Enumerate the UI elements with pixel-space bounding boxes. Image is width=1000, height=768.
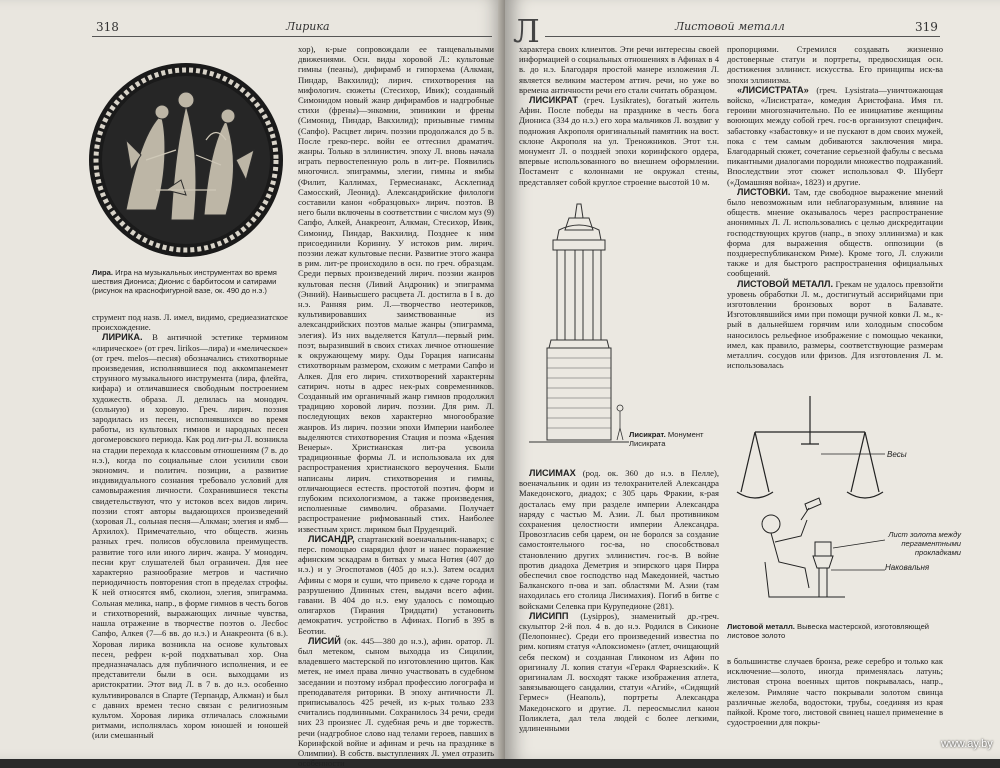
lisii-text: (ок. 445—380 до н.э.), афин. оратор. Л. был метеком, сыном выходца из Сицилии, владевшего мастерской по изготовлению щитов. Как метек, не имел права лично участвовать в судебном заседании и поэтому избрал профессию логографа и преподавателя риторики. В эпоху античности Л. приписывалось 425 речей, из к-рых только 233 считались подлинными. Сохранилось 34 речи, среди них 23 произнес Л. судебная речь и две торжеств. речи (надгробное слово над телами героев, павших в Коринфской войне и афинам и речь на празднике в Олимпии). В собств. выступлениях Л. умел отразить особенности xyxy=(298,635,494,768)
headword-listovoi-metall: ЛИСТОВОЙ МЕТАЛЛ. xyxy=(737,278,834,289)
left-column-2 xyxy=(298,44,495,768)
headword-lirika: ЛИРИКА. xyxy=(102,332,143,343)
headword-lisii: ЛИСИЙ xyxy=(308,635,341,646)
listovoi-metall-text: Грекам не удалось превзойти уровень обработки Л. м., достигнутый ассирийцами при изготовлении бронзовых ворот в Балавате. Изготовлявшийся ими при помощи ручной ковки Л. м., к-рый в дальнейшем горячим или холодным способом наносилось рельефное изображение с помощью чеканки, имел, как правило, размеры, соответствующие размерам металлич. сосудов или фризов. Для изготовления Л. м. использовалась xyxy=(727,278,944,371)
lisikrat-text: (греч. Lysikrates), богатый житель Афин. После победы на празднике в честь бога Диониса (334 до н.э.) его хора мальчиков Л. воздвиг у подножия Акрополя оригинальный памятник на вост. склоне Акрополя на ул. Треножников. Этот т.н. монумент Л. о поздней эпохи коринфского ордера, впервые использованного во внешнем оформлении. Постамент с колоннами не окружал стены, представляет собой круглое строение высотой 10 м. xyxy=(519,95,719,187)
headword-lisikrat: ЛИСИКРАТ xyxy=(529,95,579,106)
right-column-2-top xyxy=(727,44,943,384)
listovki-text: Там, где свободное выражение мнений было невозможным или неблагоразумным, влияние на обществ. мнение оказывалось через распространение анонимных Л. Л. использовались с целью дискредитации господствующих кругов (напр., в эпоху эллинизма) и как форма для выражения обществ. оппозиции (в позднереспубликанском Риме). Кроме того, Л. служили также и для быстрого распространения официальных сообщений. xyxy=(727,186,943,279)
label-gold-sheet: Лист золота между пергаментными прокладками xyxy=(888,530,961,558)
lisistrata-text: (греч. Lysistrata—уничтожающая войско, «Лисистрата», комедия Аристофана. Имя гл. героини многозначительно. По ее инициативе женщины воюющих между собой греч. гос-в организуют специфич. забастовку «забастовку» и не пускают в дом своих мужей, пока с тем самым добиваются заключения мира. Благодарный сюжет, сочетание серьезной фабулы с весьма пикантными диалогами породили множество подражаний. Впоследствии этот сюжет использовал Ф. Шуберт («Домашняя война», 1823) и другие. xyxy=(727,84,943,187)
lysicrates-monument-illustration xyxy=(529,200,629,460)
watermark: www.ay.by xyxy=(941,738,993,750)
lirika-text-continued: хор), к-рые сопровождали ее танцевальными движениями. Осн. виды хоровой Л.: культовые гимны (пеаны), дифирамб и гипорхема (Алкман, Пиндар, Вакхилид); лирич. стихотворения на мифологич. сюжеты (Стесихор, Ивик); созданный Симонидом новый жанр дифирамбов и надгробные стихи (френы)—энкомии, эпиникии и френы (Симонид, Пиндар, Вакхилид); призывные гимны (Сапфо). Расцвет лирич. поэзии продолжался до 5 в. После греко-перс. войн ее оттеснил драматич. жанры. Только в эллинистич. эпоху Л. вновь начала играть первостепенную роль в лит-ре. Появились многочисл. эпиграммы, элегии, гимны и ямбы (Филит, Каллимах, Гермесианакс, Асклепиад Самосский, Леонид). Александрийские филологи составили канон «образцовых» лирич. поэтов. В него были включены в соответствии с числом муз (9) Сапфо, Алкей, Анакреонт, Алкман, Стесихор, Ивик, Симонид, Пиндар, Вакхилид. Позднее к ним присоединили Коринну. У истоков рим. лирич. поэзии лежат культовые песни. Развитие этого жанра в рим. лит-ре происходило в осн. по греч. образцам. Среди первых произведений лирич. поэзии жанров культовая песня (Ливий Андроник) и эпиграмма (Энний). Наивысшего расцвета Л. достигла в I в. до н.э. Ранняя рим. Л.—творчество неотериков, культивировавших заимствованные из александрийских поэтов малые жанры (эпиграмма, элегия). Из них выделяется Катулл—первый рим. поэт, выразивший в своих стихах личное отношение к окружающему миру. Оды Горация написаны стихотворным размером, схожим с метрами Сапфо и Алкея. Для его лирич. стихотворений характерны сатирич. ноты в адрес нек-рых современников. Созданный им органичный жанр гимнов продолжил традицию хоровой лирич. поэзии. Для рим. Л. последующих веков характерно многообразие жанров. Из лирич. поэзии эпохи Империи наиболее выделяются стихотворения Стация и поэма «Бдения Венеры». Христианская лит-ра усвоила традиционные формы Л. и использовала их для распространения христианского вероучения. Были написаны лирич. стихотворения и гимны, отличающиеся естеств. простотой поэтич. форм и глубоким психологизмом, а также произведения, исполненные символич. образами. Получает распространение рифмованный стих. Наиболее известным христ. лириком был Пруденций. xyxy=(298,44,494,534)
page-number-right: 319 xyxy=(915,20,938,34)
running-head-left: Лирика xyxy=(286,20,330,33)
lisandr-text: спартанский военачальник-наварх; с перс. помощью снарядил флот и нанес поражение афинским эскадрам в битвах у мыса Нотия (407 до н.э.) и у Эгоспотамов (405 до н.э.). Затем осадил Афины с моря и суши, что привело к сдаче города и разрушению Длинных стен, выдачи всего афин. гавани. В 404 до н.э. ему удалось с помощью олигархов (Тирания Тридцати) установить демократич. устройство в Афинах. Погиб в 395 в Беотии. xyxy=(298,533,495,636)
right-column-2-bottom xyxy=(727,656,943,754)
metal-caption: Листовой металл. Вывеска мастерской, изготовляющей листовое золото xyxy=(727,622,930,641)
header-rule-left xyxy=(92,36,492,37)
left-column-1 xyxy=(92,312,288,752)
lirika-text: В античной эстетике термином «лирическое» (от греч. lirikos—лира) и «мелическое» (от греч. melos—песня) обозначались стихотворные произведения, исполнявшиеся под аккомпанемент струнного музыкального инструмента (лира, флейта, кифара) и отличавшиеся свободным построением художеств. образа. Л. делилась на монодич. (сольную) и хоровую. Греч. лирич. поэзия зародилась из песен, исполнявшихся во время работы, из культовых гимнов и народных песен догомеровского периода. Как род лит-ры Л. возникла на стадии перехода к классовым отношениям (7 в. до н.э.), когда по социальные слои усилили свои экономич. и политич. позиции, а развитие индивидуального сознания требовало условий для самовыражения личности. Сохранившиеся тексты свидетельствуют, что у истоков всех видов лирич. поэзии стоят авторы выдающихся произведений (хоровая Л., сольная песня—Алкман; элегия и ямб—Архилох). Примечательно, что обществ. жизнь разных греч. полисов обусловила преимуществ. развитие того или иного лирич. жанра. У монодич. песни круг слушателей был ограничен. Для нее характерно разнообразие метров и частично периодичность повторения стоп в пределах строфы. К ней относятся ямб, сколион, элегия, эпиграмма. Сольная мелика, напр., в форме гимнов в честь богов и стихотворений, выражающих личные чувства, нашла отражение в творчестве поэтов о. Лесбос Сапфо, Алкея (7—6 вв. до н.э.) и Анакреонта (6 в.). Хоровая лирика возникла на основе культовых песен, рефрен к-рой подхватывал хор. Она предназначалась для публичного исполнения, и ее представители были в осн. выходцами из аристократии. Этот вид Л. в 7 в. до н.э. особенно культивировался в Спарте (Терпандр, Алкман) и был с давних времен тесно связан с религиозным культом. Хоровая лирика отличалась сложными ритмами, исполнялась хором юношей и юношей (или смешанный xyxy=(92,332,288,741)
right-column-1-top xyxy=(519,44,719,194)
section-letter: Л xyxy=(513,12,540,50)
listovoi-metall-text-continued: в большинстве случаев бронза, реже серебро и только как исключение—золото, иногда применялась латунь; листовая строна военных щитов покрывалась, напр., железом. Римляне часто покрывали золотом свинца различные желоба, водостоки, трубы, соединяя из края пайкой. Кроме того, листовой свинец нашел применение в судостроении для покры- xyxy=(727,656,943,728)
lyre-caption: Лира. Игра на музыкальных инструментах во время шествия Диониса; Дионис с барбитосом и сатирами (рисунок на краснофигурной вазе, ок. 490 до н.э.) xyxy=(92,268,277,296)
running-head-right: Листовой металл xyxy=(675,20,785,33)
lisimah-text: (род. ок. 360 до н.э. в Пелле), военачальник и один из телохранителей Александра Македонского, диадох; с 305 царь Фракии, к-рая досталась ему при разделе империи Александра наряду с частью М. Азии. Л. был противником сохранения целостности империи Александра. Провозгласив себя царем, он не боролся за создание самостоятельного гос-ва, но способствовал становлению других эллинистич. гос-в. В войне против диадоха Деметрия и эпирского царя Пирра обеспечил свое господство над Македонией, частью Балканского п-ова и зап. областями М. Азии (там находилась его столица Лисимахия). Погиб в битве с войсками Селевка при Курупедионе (281). xyxy=(519,468,719,611)
headword-lisandr: ЛИСАНДР, xyxy=(308,533,355,544)
headword-lisipp: ЛИСИПП xyxy=(529,610,569,621)
lyre-entry-end: струмент под назв. Л. имел, видимо, средиеазиатское происхождение. xyxy=(92,312,288,333)
header-rule-right xyxy=(545,36,940,37)
headword-listovki: ЛИСТОВКИ. xyxy=(737,186,791,197)
label-scales: Весы xyxy=(887,450,907,459)
headword-lisistrata: «ЛИСИСТРАТА» xyxy=(737,84,809,95)
lyre-vase-illustration xyxy=(86,60,286,260)
goldsmith-workshop-illustration xyxy=(735,392,965,612)
lisii-text-end: характера своих клиентов. Эти речи интересны своей информацией о социальных отношениях в Афинах в 4 в. до н.э. Благодаря простой манере изложения Л. является великим мастером аттич. речи, но уже во времена античности речи его стали считать образцом. xyxy=(519,44,719,95)
right-column-1-bottom xyxy=(519,468,719,754)
lisipp-text-end: пропорциями. Стремился создавать жизненно достоверные статуи и портреты, предвосхищая осн. достижения эллинист. искусства. Его принципы иск-ва эпохи эллинизма. xyxy=(727,44,943,85)
label-anvil: Наковальня xyxy=(885,563,930,572)
lisipp-text: (Lysippos), знаменитый др.-греч. скульптор 2-й пол. 4 в. до н.э. Родился в Сикионе (Пелопоннес). Среди его произведений известна по рим. копиям статуя «Апоксиомен» (атлет, очищающий себя песком) и созданная Гликоном из Афин по оригиналу Л. копия статуи «Геракл Фарнезский». К оригиналам Л. восходят также изображения атлета, завязывающего сандалии, статуи «Агий», «Сидящий Гермес» (Неаполь), портреты Александра Македонского и другие. Л. переосмыслил канон Поликлета, дал тела людей с более легкими, удлиненными xyxy=(519,610,719,734)
headword-lisimah: ЛИСИМАХ xyxy=(529,468,576,478)
monument-caption: Лисикрат. Монумент Лисикрата xyxy=(629,430,704,449)
right-page xyxy=(505,0,1000,759)
page-number-left: 318 xyxy=(96,20,119,34)
